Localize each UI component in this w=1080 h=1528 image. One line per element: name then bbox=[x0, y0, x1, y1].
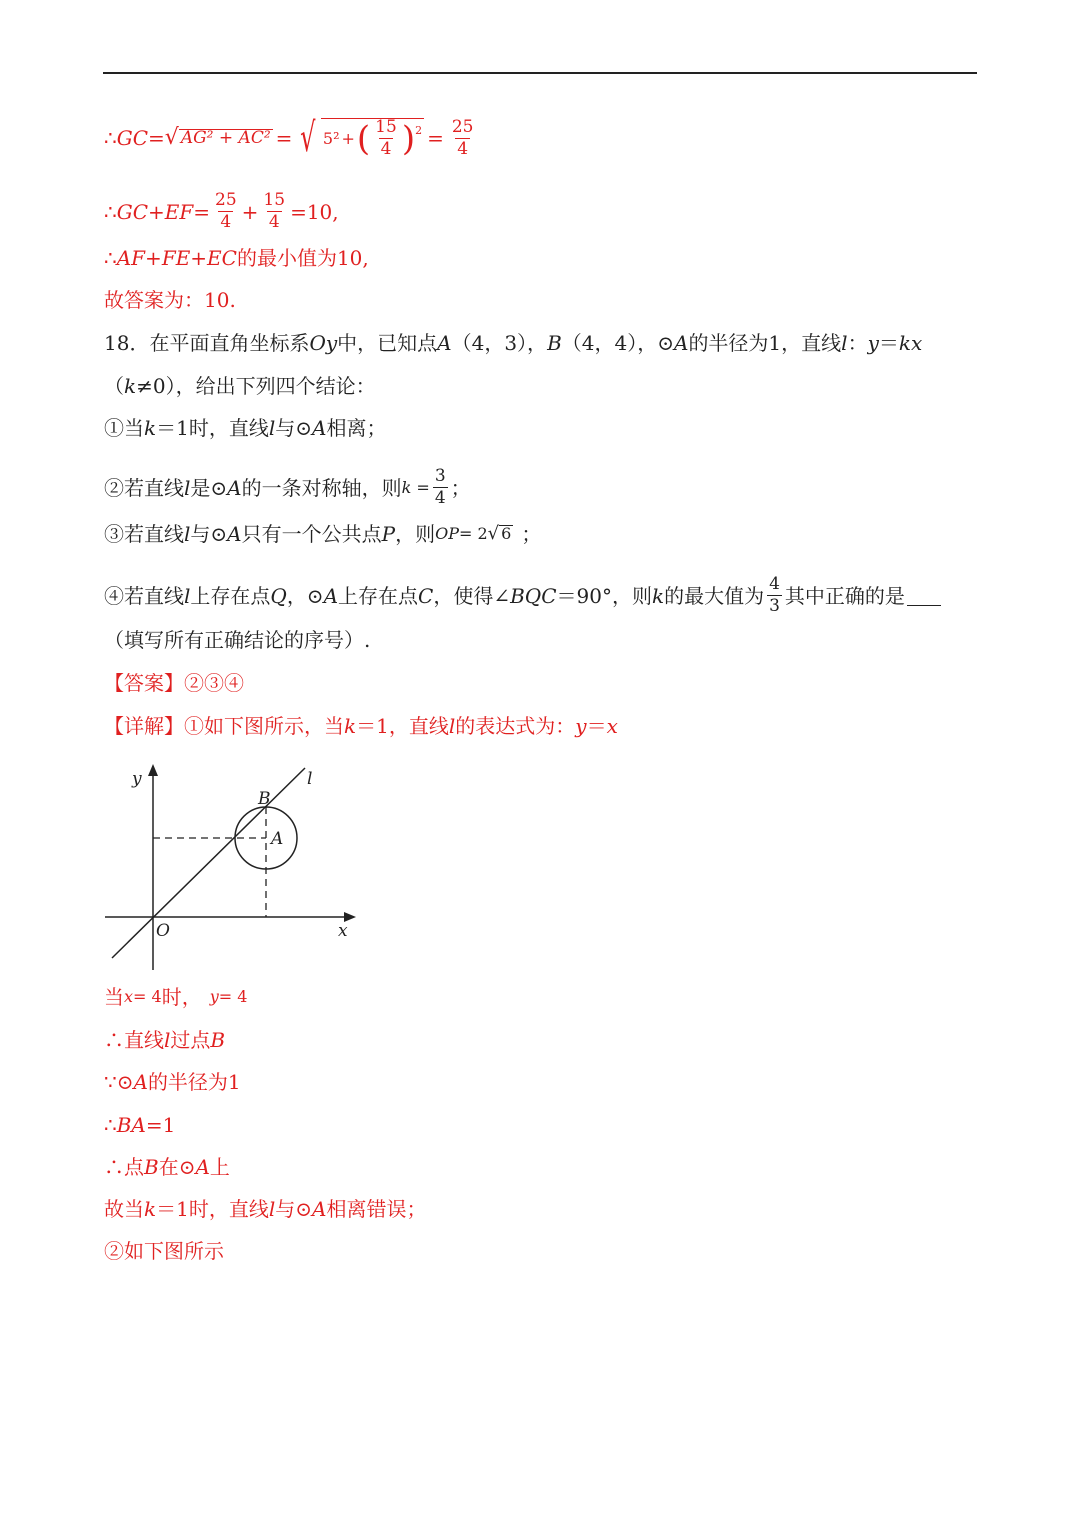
y-axis-arrow bbox=[148, 764, 158, 776]
step-line-through-b: ∴直线 l 过点 B bbox=[104, 1028, 226, 1052]
step-figure-2: ②如下图所示 bbox=[104, 1239, 224, 1263]
step-radius: ∵⊙ A 的半径为1 bbox=[104, 1070, 241, 1094]
step-b-on-circle: ∴点 B 在⊙ A 上 bbox=[104, 1155, 230, 1179]
conclusion-4: ④若直线 l 上存在点 Q ，⊙ A 上存在点 C ，使得∠ BQC ＝90°，则 k 的最大值为 $\frac{4}{3}$ 其中正确的是 bbox=[104, 576, 941, 615]
line-l-label: l bbox=[307, 769, 313, 789]
question-18-line-2: （ k ≠0），给出下列四个结论： bbox=[104, 374, 376, 398]
equation-gc: ∴ GC = √ AG² + AC² = √ 5² + ( $\frac{15}{4}$ ) $^2$ = $\frac{25}{4}$ bbox=[104, 115, 474, 161]
point-b-label: B bbox=[258, 789, 271, 809]
conclusion-2: ②若直线 l 是⊙ A 的一条对称轴，则 k = $\frac{3}{4}$ ； bbox=[104, 466, 471, 508]
conclusion-1: ①当 k ＝1时，直线 l 与⊙ A 相离； bbox=[104, 416, 387, 440]
step-when-x-4: 当 x = 4 时， y = 4 bbox=[104, 985, 248, 1009]
line-l bbox=[112, 768, 305, 958]
answer-label: 【答案】②③④ bbox=[104, 671, 244, 695]
point-a-label: A bbox=[271, 829, 284, 849]
answer-line: 故答案为：10. bbox=[104, 288, 236, 312]
conclusion-3: ③若直线 l 与⊙ A 只有一个公共点 P ，则 OP = 2 √ 6 ； bbox=[104, 522, 542, 546]
coordinate-figure bbox=[100, 760, 370, 975]
step-ba: ∴ BA =1 bbox=[104, 1113, 176, 1137]
step-conclusion-1: 故当 k ＝1时，直线 l 与⊙ A 相离错误； bbox=[104, 1197, 427, 1221]
x-label: x bbox=[338, 921, 348, 941]
header-rule bbox=[103, 72, 977, 74]
answer-blank bbox=[907, 585, 941, 606]
question-18-instruction: （填写所有正确结论的序号）. bbox=[104, 628, 371, 652]
origin-label: O bbox=[156, 921, 170, 941]
min-value-line: ∴ AF+FE+EC 的最小值为10, bbox=[104, 246, 369, 270]
detail-line: 【详解】 ①如下图所示，当 k ＝1，直线 l 的表达式为： y ＝ x bbox=[104, 714, 618, 738]
equation-gc-ef: ∴ GC+EF = $\frac{25}{4}$ + $\frac{15}{4}$ =10, bbox=[104, 190, 339, 232]
y-label: y bbox=[132, 769, 142, 789]
question-18-line-1: 18．在平面直角坐标系 Oy 中，已知点 A （4，3）， B （4，4），⊙ A 的半径为1，直线 l ： y ＝ kx bbox=[104, 331, 923, 355]
